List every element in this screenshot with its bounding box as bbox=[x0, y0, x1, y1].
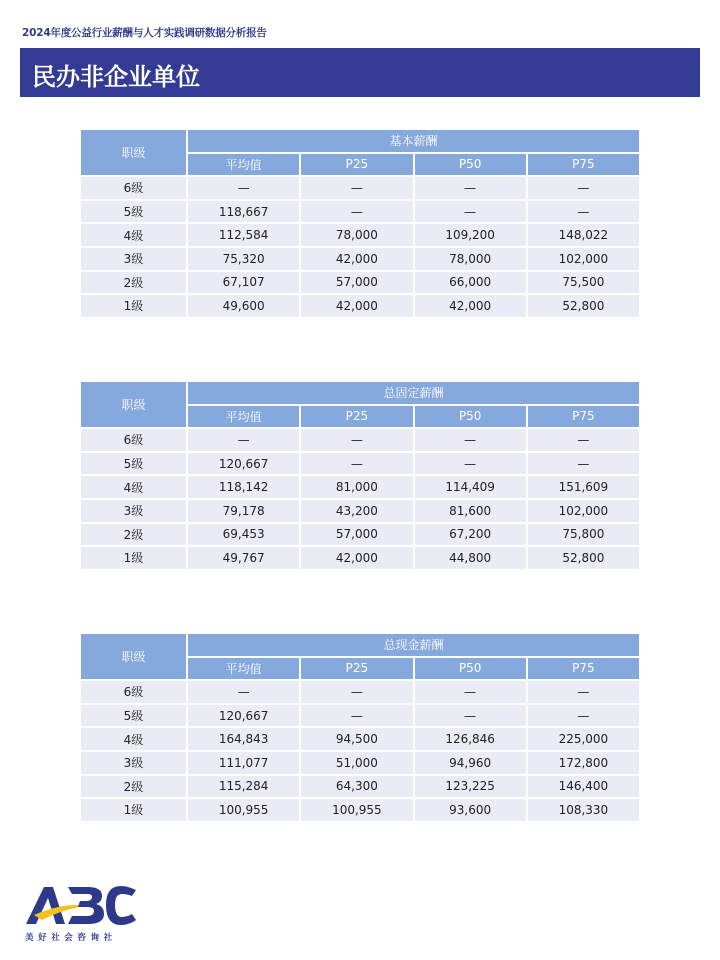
rank-cell: 4级 bbox=[81, 476, 186, 498]
rank-cell: 5级 bbox=[81, 705, 186, 727]
value-cell: 75,320 bbox=[188, 248, 299, 270]
value-cell: — bbox=[528, 177, 639, 199]
group-header: 总现金薪酬 bbox=[188, 634, 639, 656]
value-cell: 146,400 bbox=[528, 776, 639, 798]
value-cell: 81,600 bbox=[415, 500, 526, 522]
table-row bbox=[81, 429, 639, 451]
stat-header-p25: P25 bbox=[301, 658, 412, 680]
rank-cell: 6级 bbox=[81, 681, 186, 703]
value-cell: — bbox=[415, 429, 526, 451]
value-cell: 225,000 bbox=[528, 728, 639, 750]
value-cell: 120,667 bbox=[188, 705, 299, 727]
value-cell: 123,225 bbox=[415, 776, 526, 798]
table-row bbox=[81, 705, 639, 727]
value-cell: 112,584 bbox=[188, 224, 299, 246]
stat-header-p75: P75 bbox=[528, 154, 639, 176]
value-cell: — bbox=[415, 201, 526, 223]
value-cell: 102,000 bbox=[528, 500, 639, 522]
value-cell: 102,000 bbox=[528, 248, 639, 270]
value-cell: 78,000 bbox=[301, 224, 412, 246]
salary-table-cash bbox=[79, 632, 641, 823]
value-cell: 114,409 bbox=[415, 476, 526, 498]
logo-text: 美好社会咨询社 bbox=[25, 933, 117, 943]
value-cell: — bbox=[301, 705, 412, 727]
stat-header-mean: 平均值 bbox=[188, 658, 299, 680]
table-row bbox=[81, 681, 639, 703]
value-cell: — bbox=[528, 453, 639, 475]
value-cell: — bbox=[301, 429, 412, 451]
value-cell: 100,955 bbox=[301, 799, 412, 821]
value-cell: 75,500 bbox=[528, 272, 639, 294]
value-cell: 94,500 bbox=[301, 728, 412, 750]
rank-cell: 6级 bbox=[81, 177, 186, 199]
rank-cell: 1级 bbox=[81, 547, 186, 569]
rank-cell: 3级 bbox=[81, 248, 186, 270]
value-cell: — bbox=[415, 453, 526, 475]
stat-header-p50: P50 bbox=[415, 658, 526, 680]
salary-table-basic bbox=[79, 128, 641, 319]
value-cell: 115,284 bbox=[188, 776, 299, 798]
table-row bbox=[81, 728, 639, 750]
section-title: 民办非企业单位 bbox=[32, 63, 200, 91]
value-cell: 51,000 bbox=[301, 752, 412, 774]
value-cell: 93,600 bbox=[415, 799, 526, 821]
rank-cell: 1级 bbox=[81, 799, 186, 821]
stat-header-p50: P50 bbox=[415, 154, 526, 176]
value-cell: 172,800 bbox=[528, 752, 639, 774]
value-cell: 42,000 bbox=[301, 547, 412, 569]
value-cell: 67,200 bbox=[415, 524, 526, 546]
value-cell: — bbox=[301, 201, 412, 223]
table-row bbox=[81, 752, 639, 774]
rank-cell: 1级 bbox=[81, 295, 186, 317]
table-row bbox=[81, 500, 639, 522]
rank-cell: 5级 bbox=[81, 201, 186, 223]
stat-header-p25: P25 bbox=[301, 154, 412, 176]
rank-cell: 2级 bbox=[81, 776, 186, 798]
group-header: 基本薪酬 bbox=[188, 130, 639, 152]
table-row bbox=[81, 776, 639, 798]
value-cell: 78,000 bbox=[415, 248, 526, 270]
rank-cell: 6级 bbox=[81, 429, 186, 451]
value-cell: — bbox=[188, 429, 299, 451]
value-cell: 67,107 bbox=[188, 272, 299, 294]
value-cell: — bbox=[301, 453, 412, 475]
salary-table-fixed bbox=[79, 380, 641, 571]
rank-cell: 4级 bbox=[81, 224, 186, 246]
value-cell: 42,000 bbox=[415, 295, 526, 317]
stat-header-mean: 平均值 bbox=[188, 154, 299, 176]
table-row bbox=[81, 272, 639, 294]
value-cell: 42,000 bbox=[301, 248, 412, 270]
value-cell: 57,000 bbox=[301, 272, 412, 294]
value-cell: 109,200 bbox=[415, 224, 526, 246]
stat-header-p75: P75 bbox=[528, 406, 639, 428]
value-cell: — bbox=[415, 705, 526, 727]
table-row bbox=[81, 799, 639, 821]
rank-cell: 2级 bbox=[81, 272, 186, 294]
value-cell: 75,800 bbox=[528, 524, 639, 546]
stat-header-p50: P50 bbox=[415, 406, 526, 428]
table-row bbox=[81, 524, 639, 546]
rank-header: 职级 bbox=[81, 634, 186, 679]
rank-cell: 2级 bbox=[81, 524, 186, 546]
table-row bbox=[81, 476, 639, 498]
value-cell: — bbox=[415, 177, 526, 199]
rank-header: 职级 bbox=[81, 130, 186, 175]
rank-header: 职级 bbox=[81, 382, 186, 427]
value-cell: — bbox=[415, 681, 526, 703]
value-cell: 100,955 bbox=[188, 799, 299, 821]
value-cell: 81,000 bbox=[301, 476, 412, 498]
value-cell: 79,178 bbox=[188, 500, 299, 522]
section-banner bbox=[20, 48, 700, 97]
table-row bbox=[81, 248, 639, 270]
report-title: 2024年度公益行业薪酬与人才实践调研数据分析报告 bbox=[22, 27, 267, 39]
value-cell: — bbox=[528, 201, 639, 223]
table-row bbox=[81, 201, 639, 223]
value-cell: 111,077 bbox=[188, 752, 299, 774]
rank-cell: 5级 bbox=[81, 453, 186, 475]
value-cell: 148,022 bbox=[528, 224, 639, 246]
value-cell: 126,846 bbox=[415, 728, 526, 750]
value-cell: 49,767 bbox=[188, 547, 299, 569]
rank-cell: 4级 bbox=[81, 728, 186, 750]
value-cell: 66,000 bbox=[415, 272, 526, 294]
value-cell: 64,300 bbox=[301, 776, 412, 798]
value-cell: 43,200 bbox=[301, 500, 412, 522]
value-cell: — bbox=[301, 681, 412, 703]
rank-cell: 3级 bbox=[81, 752, 186, 774]
value-cell: 120,667 bbox=[188, 453, 299, 475]
value-cell: 151,609 bbox=[528, 476, 639, 498]
abc-logo bbox=[24, 884, 139, 928]
table-row bbox=[81, 177, 639, 199]
value-cell: — bbox=[188, 177, 299, 199]
value-cell: 42,000 bbox=[301, 295, 412, 317]
group-header: 总固定薪酬 bbox=[188, 382, 639, 404]
rank-cell: 3级 bbox=[81, 500, 186, 522]
table-row bbox=[81, 224, 639, 246]
value-cell: 94,960 bbox=[415, 752, 526, 774]
value-cell: — bbox=[188, 681, 299, 703]
stat-header-p25: P25 bbox=[301, 406, 412, 428]
stat-header-mean: 平均值 bbox=[188, 406, 299, 428]
value-cell: 49,600 bbox=[188, 295, 299, 317]
value-cell: 52,800 bbox=[528, 295, 639, 317]
table-row bbox=[81, 547, 639, 569]
value-cell: — bbox=[301, 177, 412, 199]
table-row bbox=[81, 295, 639, 317]
value-cell: 108,330 bbox=[528, 799, 639, 821]
value-cell: 44,800 bbox=[415, 547, 526, 569]
stat-header-p75: P75 bbox=[528, 658, 639, 680]
value-cell: — bbox=[528, 705, 639, 727]
value-cell: 57,000 bbox=[301, 524, 412, 546]
value-cell: 164,843 bbox=[188, 728, 299, 750]
value-cell: 118,142 bbox=[188, 476, 299, 498]
value-cell: — bbox=[528, 429, 639, 451]
value-cell: — bbox=[528, 681, 639, 703]
table-row bbox=[81, 453, 639, 475]
value-cell: 118,667 bbox=[188, 201, 299, 223]
value-cell: 52,800 bbox=[528, 547, 639, 569]
value-cell: 69,453 bbox=[188, 524, 299, 546]
